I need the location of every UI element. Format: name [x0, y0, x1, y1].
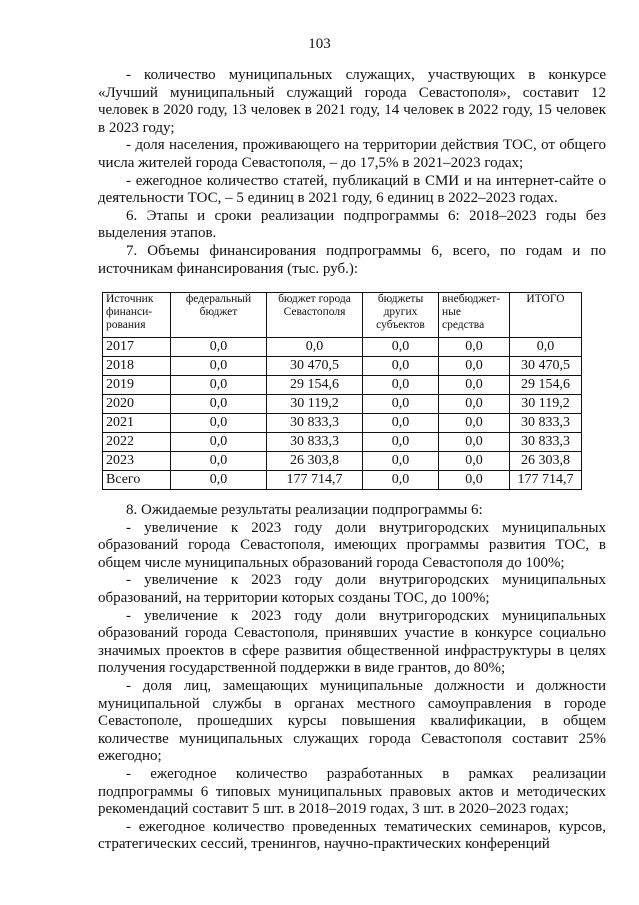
table-cell: 29 154,6: [510, 376, 582, 395]
table-cell: 0,0: [363, 357, 439, 376]
table-cell: 30 470,5: [267, 357, 363, 376]
table-cell: 29 154,6: [267, 376, 363, 395]
paragraph: - доля населения, проживающего на территории действия ТОС, от общего числа жителей города Севастополя, – до 17,5% в 2021–2023 годах;: [98, 137, 606, 171]
table-cell: 30 833,3: [510, 414, 582, 433]
table-cell: 2023: [103, 452, 171, 471]
table-cell: 30 833,3: [510, 433, 582, 452]
table-cell: 0,0: [439, 357, 510, 376]
table-cell: 0,0: [363, 471, 439, 490]
column-header: федеральный бюджет: [171, 293, 267, 338]
table-row: [103, 376, 582, 395]
page-number: 103: [308, 36, 331, 52]
table-cell: 30 833,3: [267, 433, 363, 452]
results-text: [98, 502, 606, 854]
table-cell: 0,0: [510, 338, 582, 357]
table-cell: 2022: [103, 433, 171, 452]
table-cell: 30 470,5: [510, 357, 582, 376]
table-row: [103, 338, 582, 357]
section-heading: 8. Ожидаемые результаты реализации подпрограммы 6:: [126, 502, 483, 518]
table-cell: 30 119,2: [510, 395, 582, 414]
paragraph: - ежегодное количество статей, публикаций в СМИ и на интернет-сайте о деятельности ТОС, – 5 единиц в 2021 году, 6 единиц в 2022–2023 годах.: [98, 172, 606, 207]
table-cell: 2019: [103, 376, 171, 395]
intro-text: [98, 67, 606, 278]
table-cell: 0,0: [171, 433, 267, 452]
paragraph: - увеличение к 2023 году доли внутригородских муниципальных образований, на территории которых созданы ТОС, до 100%;: [98, 572, 606, 606]
table-cell: 0,0: [171, 338, 267, 357]
table-cell: 30 119,2: [267, 395, 363, 414]
column-header: ИТОГО: [510, 293, 582, 338]
table-cell: 26 303,8: [267, 452, 363, 471]
table-cell: 0,0: [439, 395, 510, 414]
table-row: [103, 357, 582, 376]
table-cell: 0,0: [171, 395, 267, 414]
table-cell: 177 714,7: [267, 471, 363, 490]
paragraph: - доля лиц, замещающих муниципальные должности и должности муниципальной службы в органах местного самоуправления в городе Севастополе, прошедших курсы повышения квалификации, в общем количестве муниципальных служащих города Севастополя составит 25% ежегодно;: [98, 677, 606, 765]
column-header: Источник финанси-рования: [103, 293, 171, 338]
table-cell: 0,0: [363, 433, 439, 452]
table-cell: Всего: [103, 471, 171, 490]
table-cell: 30 833,3: [267, 414, 363, 433]
table-row-total: [103, 471, 582, 490]
table-cell: 0,0: [363, 376, 439, 395]
paragraph: - увеличение к 2023 году доли внутригородских муниципальных образований города Севастополя, имеющих программы развития ТОС, в общем числе муниципальных образований города Севастополя до 100%;: [98, 519, 606, 571]
table-cell: 26 303,8: [510, 452, 582, 471]
table-cell: 0,0: [439, 433, 510, 452]
table-cell: 0,0: [363, 414, 439, 433]
table-row: [103, 452, 582, 471]
table-cell: 0,0: [171, 471, 267, 490]
table-cell: 0,0: [363, 338, 439, 357]
paragraph: - ежегодное количество проведенных тематических семинаров, курсов, стратегических сессий, тренингов, научно-практических конференций: [98, 818, 606, 853]
column-header: бюджеты других субъектов: [363, 293, 439, 338]
table-cell: 0,0: [439, 471, 510, 490]
column-header: бюджет города Севастополя: [267, 293, 363, 338]
table-cell: 0,0: [439, 338, 510, 357]
paragraph: 6. Этапы и сроки реализации подпрограммы 6: 2018–2023 годы без выделения этапов.: [98, 207, 606, 242]
paragraph: - увеличение к 2023 году доли внутригородских муниципальных образований города Севастополя, принявших участие в конкурсе социально значимых проектов в сфере развития общественной инфраструктуры в целях получения государственной поддержки в виде грантов, до 80%;: [98, 607, 606, 677]
paragraph: - количество муниципальных служащих, участвующих в конкурсе «Лучший муниципальный служащий города Севастополя», составит 12 человек в 2020 году, 13 человек в 2021 году, 14 человек в 2022 году, 15 человек в 2023 году;: [98, 67, 606, 136]
paragraph: - ежегодное количество разработанных в рамках реализации подпрограммы 6 типовых муниципальных правовых актов и методических рекомендаций составит 5 шт. в 2018–2019 годах, 3 шт. в 2020–2023 годах;: [98, 765, 606, 818]
table-cell: 0,0: [171, 452, 267, 471]
table-cell: 0,0: [363, 452, 439, 471]
table-cell: 0,0: [439, 414, 510, 433]
table-row: [103, 395, 582, 414]
table-row: [103, 414, 582, 433]
table-cell: 177 714,7: [510, 471, 582, 490]
table-cell: 0,0: [171, 357, 267, 376]
table-cell: 0,0: [363, 395, 439, 414]
table-cell: 0,0: [171, 376, 267, 395]
table-cell: 2017: [103, 338, 171, 357]
table-cell: 0,0: [439, 452, 510, 471]
financing-table: [102, 292, 582, 490]
table-row: [103, 433, 582, 452]
table-cell: 2018: [103, 357, 171, 376]
table-cell: 2021: [103, 414, 171, 433]
table-cell: 2020: [103, 395, 171, 414]
table-cell: 0,0: [439, 376, 510, 395]
table-cell: 0,0: [267, 338, 363, 357]
table-header-row: [103, 293, 582, 338]
paragraph: 7. Объемы финансирования подпрограммы 6, всего, по годам и по источникам финансирования (тыс. руб.):: [98, 242, 606, 277]
table-cell: 0,0: [171, 414, 267, 433]
column-header: внебюджет-ные средства: [439, 293, 510, 338]
